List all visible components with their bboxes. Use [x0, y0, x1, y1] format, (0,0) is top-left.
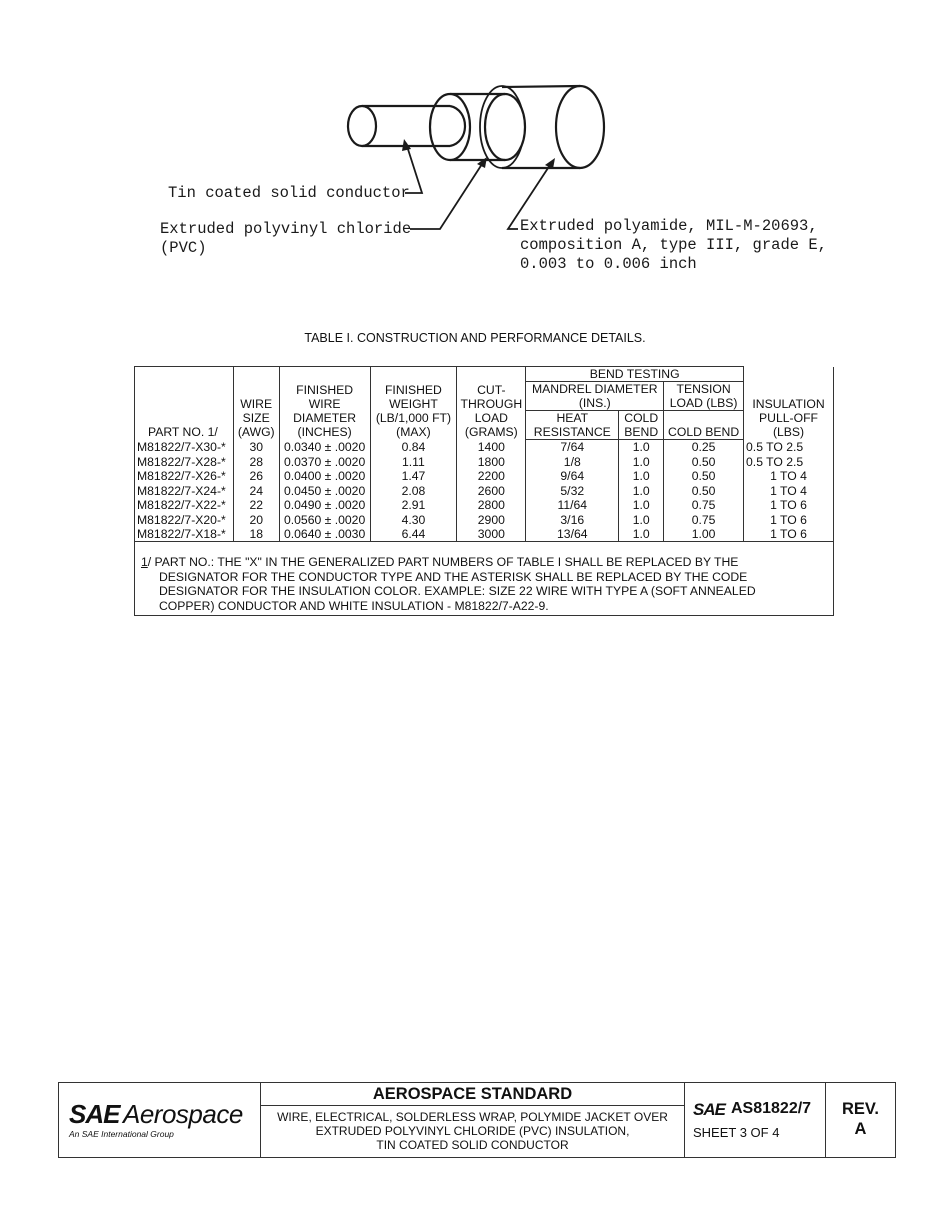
header-finished-diameter: FINISHED WIRE DIAMETER (INCHES) [279, 367, 370, 440]
header-heat-resistance: HEAT RESISTANCE [526, 411, 619, 440]
cell-part: M81822/7-X24-* [135, 483, 234, 498]
cell-awg: 30 [233, 439, 279, 454]
construction-performance-table [134, 366, 834, 616]
cell-weight: 2.91 [370, 498, 457, 513]
header-bend-testing: BEND TESTING [526, 367, 744, 382]
cell-pull: 0.5 TO 2.5 [744, 454, 834, 469]
table-row [135, 469, 834, 484]
standard-title: AEROSPACE STANDARD [261, 1083, 684, 1106]
jacket-label-line3: 0.003 to 0.006 inch [520, 255, 697, 273]
cell-part: M81822/7-X28-* [135, 454, 234, 469]
logo-tagline: An SAE International Group [69, 1129, 174, 1139]
cell-part: M81822/7-X18-* [135, 527, 234, 542]
table-title: TABLE I. CONSTRUCTION AND PERFORMANCE DETAILS. [304, 331, 646, 345]
revision-value: A [854, 1120, 867, 1138]
table-footnote [135, 542, 834, 616]
document-number: AS81822/7 [731, 1100, 812, 1117]
table-body [135, 439, 834, 542]
jacket-end-ellipse [556, 86, 604, 168]
cell-tension: 0.75 [664, 512, 744, 527]
cell-tension: 1.00 [664, 527, 744, 542]
cell-pull: 0.5 TO 2.5 [744, 439, 834, 454]
sheet-number: SHEET 3 OF 4 [693, 1125, 780, 1140]
header-tension-cold-bend: COLD BEND [664, 411, 744, 440]
cell-awg: 24 [233, 483, 279, 498]
footnote-line: DESIGNATOR FOR THE INSULATION COLOR. EXAMPLE: SIZE 22 WIRE WITH TYPE A (SOFT ANNEALED [159, 584, 756, 598]
cell-heat: 9/64 [526, 469, 619, 484]
table-row [135, 483, 834, 498]
cell-weight: 6.44 [370, 527, 457, 542]
logo-aerospace-wordmark: Aerospace [123, 1099, 243, 1129]
header-tension-load: TENSION LOAD (LBS) [664, 382, 744, 411]
sae-aerospace-logo [59, 1083, 261, 1157]
table-row [135, 527, 834, 542]
cell-cut: 1400 [457, 439, 526, 454]
pvc-end-ellipse [485, 94, 525, 160]
cell-cold: 1.0 [619, 512, 664, 527]
cell-awg: 20 [233, 512, 279, 527]
cell-part: M81822/7-X20-* [135, 512, 234, 527]
cell-part: M81822/7-X26-* [135, 469, 234, 484]
cell-part: M81822/7-X22-* [135, 498, 234, 513]
conductor-ellipse [348, 106, 376, 146]
cell-heat: 11/64 [526, 498, 619, 513]
wire-construction-figure [0, 0, 950, 300]
cell-pull: 1 TO 6 [744, 498, 834, 513]
cell-weight: 2.08 [370, 483, 457, 498]
cell-weight: 0.84 [370, 439, 457, 454]
footnote-line: / PART NO.: THE "X" IN THE GENERALIZED PART NUMBERS OF TABLE I SHALL BE REPLACED BY THE [147, 555, 739, 569]
cell-cut: 2800 [457, 498, 526, 513]
cell-cold: 1.0 [619, 498, 664, 513]
cell-cold: 1.0 [619, 469, 664, 484]
standard-title-block [261, 1083, 685, 1157]
header-mandrel-diameter: MANDREL DIAMETER (INS.) [526, 382, 664, 411]
table-row [135, 512, 834, 527]
cell-tension: 0.75 [664, 498, 744, 513]
cell-pull: 1 TO 4 [744, 469, 834, 484]
footnote-number: 1 [141, 555, 148, 569]
cell-diameter: 0.0490 ± .0020 [279, 498, 370, 513]
standard-description: WIRE, ELECTRICAL, SOLDERLESS WRAP, POLYMIDE JACKET OVER EXTRUDED POLYVINYL CHLORIDE (PVC) INSULATION, TIN COATED SOLID CONDUCTOR [277, 1110, 668, 1152]
cell-cut: 1800 [457, 454, 526, 469]
header-cold-bend: COLD BEND [619, 411, 664, 440]
cell-diameter: 0.0400 ± .0020 [279, 469, 370, 484]
cell-cold: 1.0 [619, 454, 664, 469]
cell-awg: 22 [233, 498, 279, 513]
cell-cut: 2600 [457, 483, 526, 498]
cell-awg: 18 [233, 527, 279, 542]
cell-pull: 1 TO 6 [744, 512, 834, 527]
cell-diameter: 0.0450 ± .0020 [279, 483, 370, 498]
cell-cold: 1.0 [619, 527, 664, 542]
cell-heat: 5/32 [526, 483, 619, 498]
table-row [135, 498, 834, 513]
pvc-label-abbrev: (PVC) [160, 239, 207, 257]
cell-weight: 1.11 [370, 454, 457, 469]
cell-diameter: 0.0560 ± .0020 [279, 512, 370, 527]
cell-diameter: 0.0340 ± .0020 [279, 439, 370, 454]
cell-heat: 3/16 [526, 512, 619, 527]
cell-weight: 4.30 [370, 512, 457, 527]
cell-tension: 0.25 [664, 439, 744, 454]
cell-cold: 1.0 [619, 483, 664, 498]
header-insulation-pull-off: INSULATION PULL-OFF (LBS) [744, 367, 834, 440]
doc-sae-mark: SAE [693, 1100, 725, 1119]
cell-diameter: 0.0370 ± .0020 [279, 454, 370, 469]
cell-tension: 0.50 [664, 469, 744, 484]
wire-diagram [0, 0, 950, 300]
cell-diameter: 0.0640 ± .0030 [279, 527, 370, 542]
logo-sae-mark: SAE [69, 1099, 120, 1129]
revision-label: REV. [842, 1100, 879, 1118]
header-part-no: PART NO. 1/ [135, 367, 234, 440]
table-row [135, 454, 834, 469]
pvc-label: Extruded polyvinyl chloride [160, 220, 412, 238]
document-footer [58, 1082, 896, 1158]
header-finished-weight: FINISHED WEIGHT (LB/1,000 FT) (MAX) [370, 367, 457, 440]
cell-part: M81822/7-X30-* [135, 439, 234, 454]
cell-heat: 1/8 [526, 454, 619, 469]
footnote-line: COPPER) CONDUCTOR AND WHITE INSULATION - M81822/7-A22-9. [159, 598, 549, 613]
document-number-block [685, 1083, 826, 1157]
cell-heat: 7/64 [526, 439, 619, 454]
header-cut-through: CUT- THROUGH LOAD (GRAMS) [457, 367, 526, 440]
cell-cold: 1.0 [619, 439, 664, 454]
table-row [135, 439, 834, 454]
cell-cut: 2900 [457, 512, 526, 527]
jacket-label-line2: composition A, type III, grade E, [520, 236, 827, 254]
jacket-label-line1: Extruded polyamide, MIL-M-20693, [520, 217, 818, 235]
cell-awg: 26 [233, 469, 279, 484]
cell-weight: 1.47 [370, 469, 457, 484]
revision-block [826, 1083, 895, 1157]
footnote-line: DESIGNATOR FOR THE CONDUCTOR TYPE AND THE ASTERISK SHALL BE REPLACED BY THE CODE [159, 569, 748, 584]
cell-pull: 1 TO 4 [744, 483, 834, 498]
cell-heat: 13/64 [526, 527, 619, 542]
cell-awg: 28 [233, 454, 279, 469]
header-wire-size: WIRE SIZE (AWG) [233, 367, 279, 440]
cell-tension: 0.50 [664, 483, 744, 498]
cell-tension: 0.50 [664, 454, 744, 469]
cell-cut: 2200 [457, 469, 526, 484]
cell-cut: 3000 [457, 527, 526, 542]
conductor-label: Tin coated solid conductor [168, 184, 410, 202]
cell-pull: 1 TO 6 [744, 527, 834, 542]
